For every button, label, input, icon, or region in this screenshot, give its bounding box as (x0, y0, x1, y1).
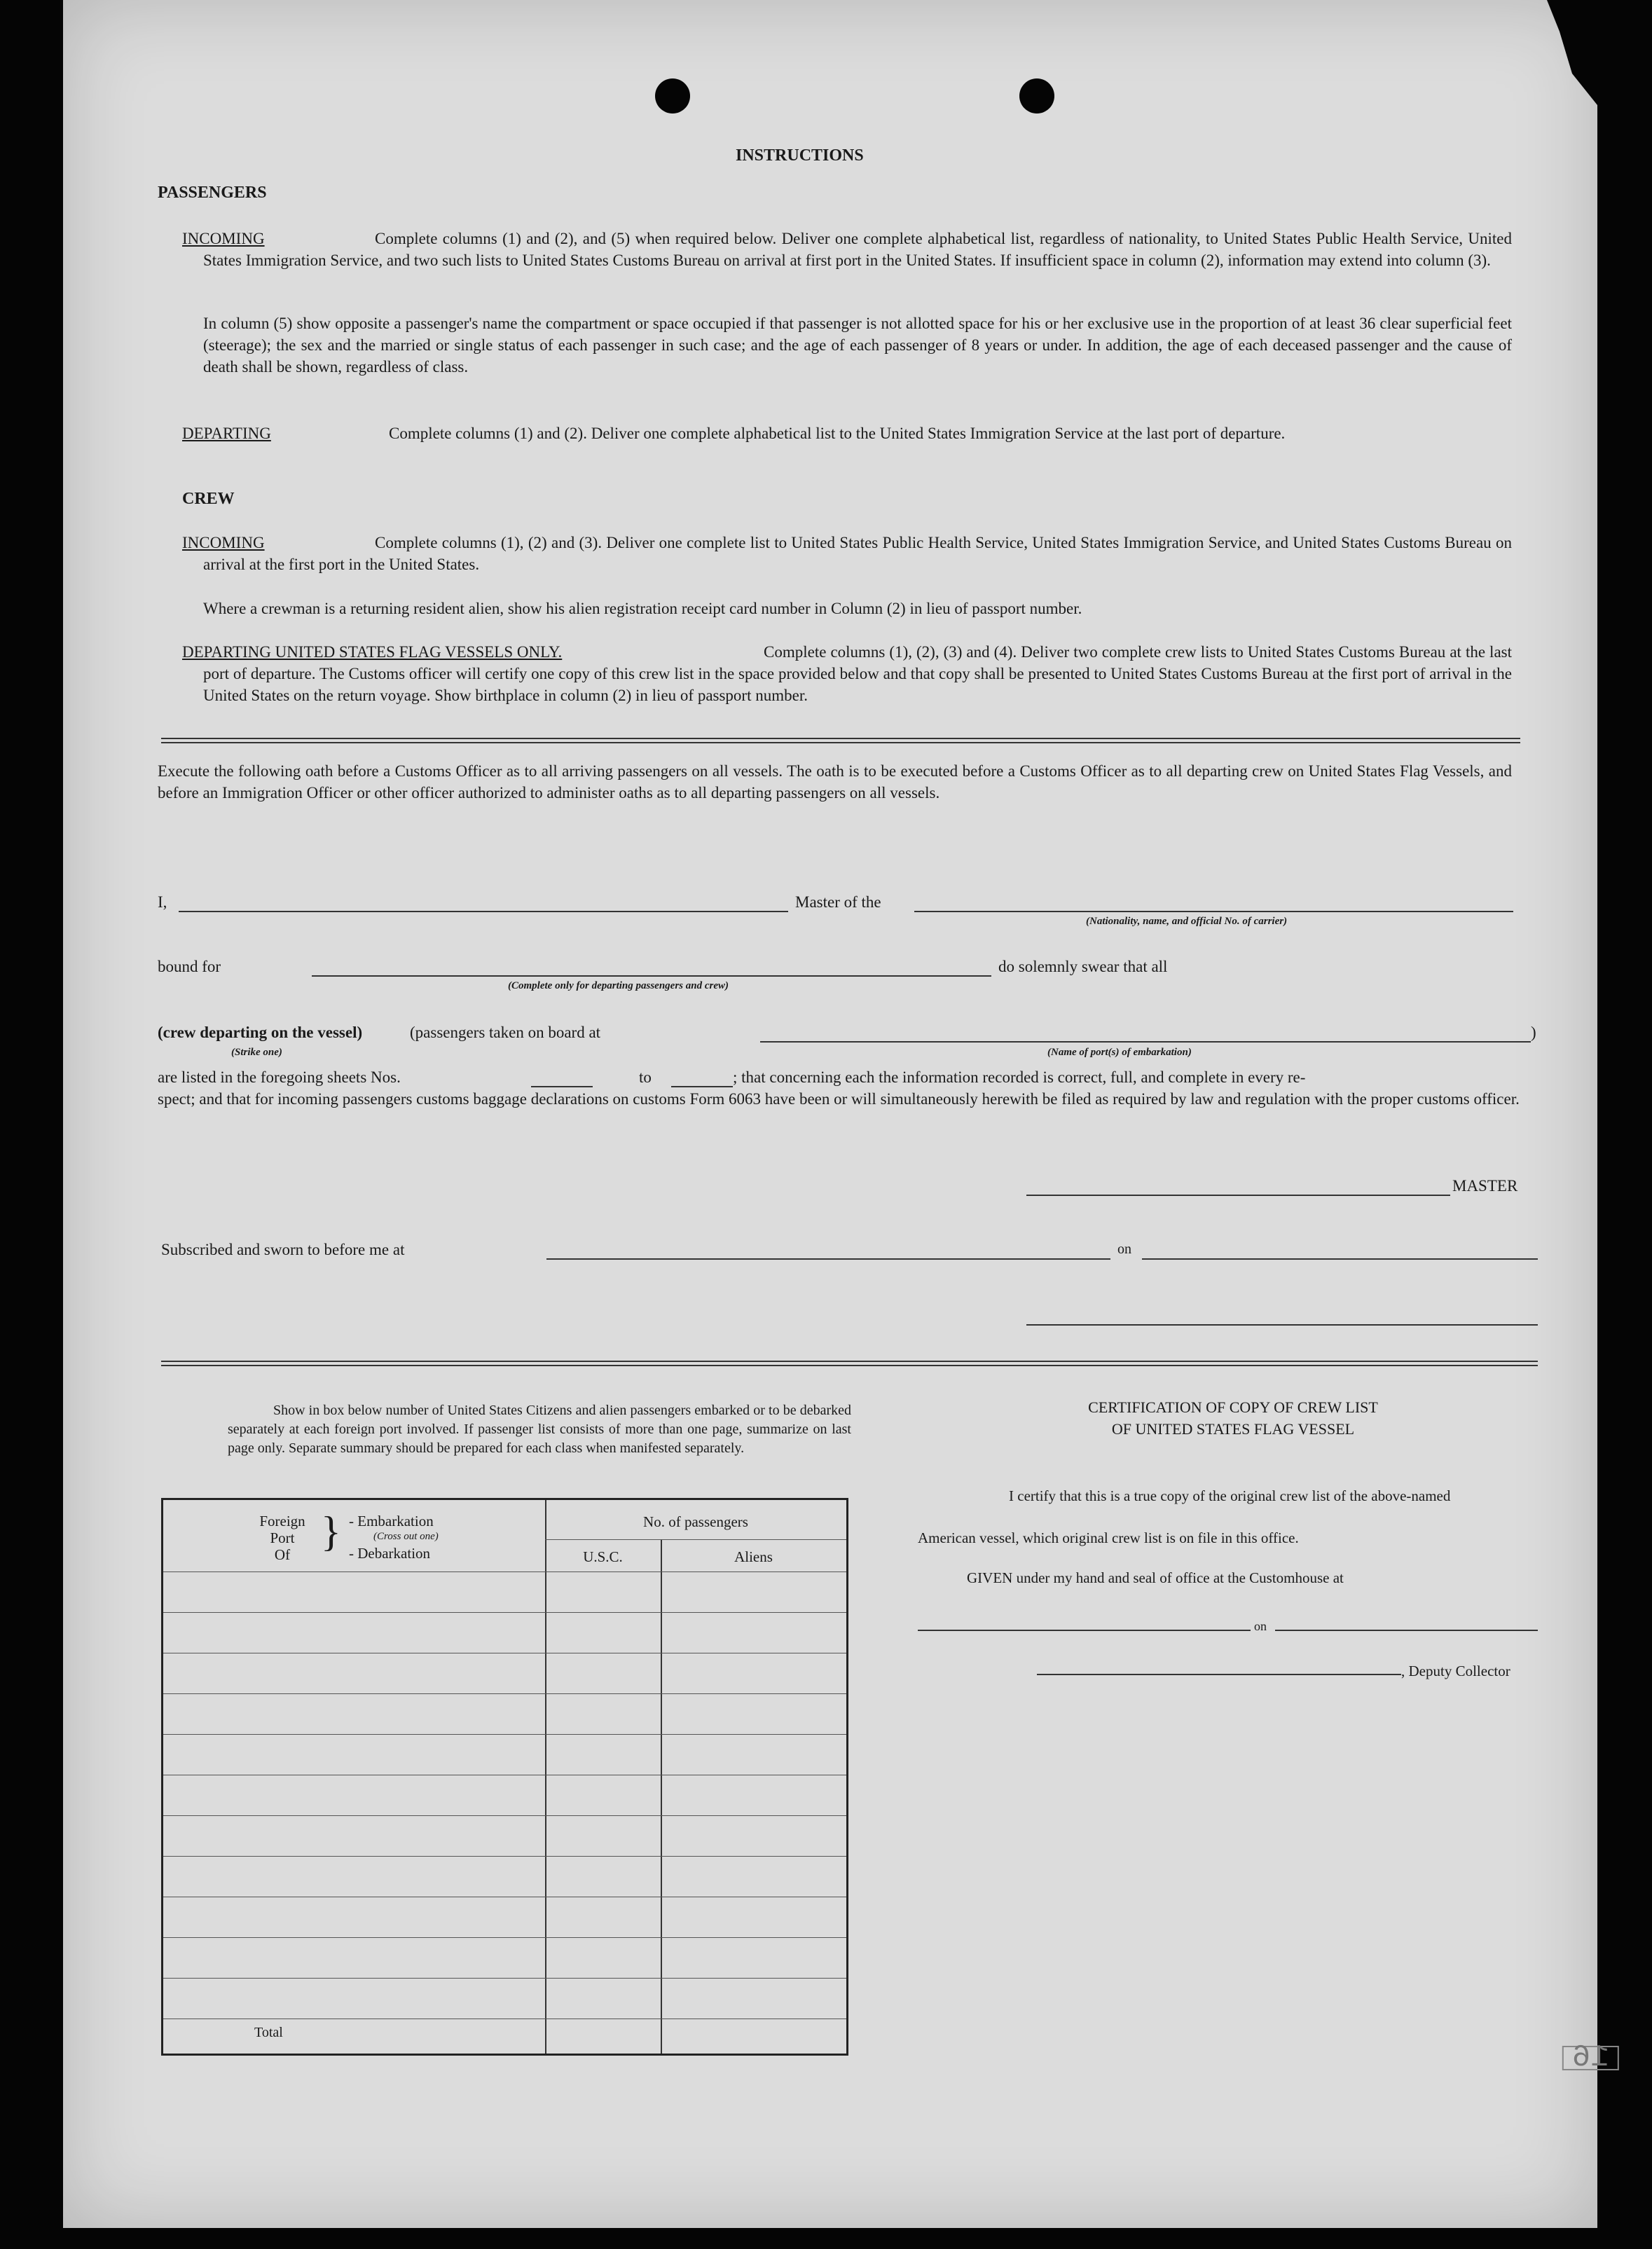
subscribed-text: Subscribed and sworn to before me at (161, 1241, 405, 1258)
cert-title-2: OF UNITED STATES FLAG VESSEL (1111, 1420, 1355, 1438)
passengers-departing-text: Complete columns (1) and (2). Deliver one complete alphabetical list to the United States Immigration Service at the last port of departure. (389, 425, 1286, 442)
table-no-passengers: No. of passengers (643, 1513, 748, 1530)
table-row (163, 1856, 846, 1857)
page-number: 16 (1562, 2046, 1619, 2070)
deputy-collector-label: , Deputy Collector (1401, 1663, 1510, 1679)
table-row (163, 2018, 846, 2019)
master-name-field[interactable] (179, 911, 788, 912)
passengers-departing-label: DEPARTING (182, 425, 271, 442)
deputy-collector-field[interactable] (1037, 1674, 1401, 1675)
torn-corner (1513, 0, 1597, 105)
cert-on: on (1254, 1619, 1267, 1633)
passengers-heading: PASSENGERS (158, 184, 267, 202)
master-signature-field[interactable] (1026, 1195, 1450, 1196)
carrier-note: (Nationality, name, and official No. of carrier) (1086, 916, 1288, 927)
passengers-incoming-label: INCOMING (182, 230, 265, 247)
master-label: MASTER (1452, 1177, 1518, 1195)
oath-swear: do solemnly swear that all (998, 958, 1168, 975)
table-row (163, 1693, 846, 1694)
table-row (163, 1937, 846, 1938)
cert-date-field[interactable] (1275, 1630, 1538, 1631)
box-instructions: Show in box below number of United States Citizens and alien passengers embarked or to be debarked separately at each foreign port involved. If passenger list consists of more than one page, summarize on last page only. Separate summary should be prepared for each class when manifested separately. (228, 1403, 851, 1456)
sheet-to-field[interactable] (671, 1086, 733, 1087)
oath-listed-to: to (639, 1068, 652, 1086)
table-brace: } (321, 1508, 341, 1555)
table-row (163, 1734, 846, 1735)
bound-for-note: (Complete only for departing passengers and crew) (508, 980, 729, 991)
passenger-summary-table (161, 1498, 848, 2056)
oath-bound-for: bound for (158, 958, 221, 975)
table-row (163, 1571, 846, 1572)
divider-bottom (161, 1361, 1538, 1366)
oath-listed-a: are listed in the foregoing sheets Nos. (158, 1068, 401, 1086)
passengers-column5-text: In column (5) show opposite a passenger's name the compartment or space occupied if that passenger is not allotted space for his or her exclusive use in the proportion of at least 36 clear superficial feet (steerage); the sex and the married or single status of each passenger in such case; and the age of each passenger of 8 years or under. In addition, the age of each deceased passenger and the cause of death shall be shown, regardless of class. (203, 315, 1512, 376)
table-cross-out: (Cross out one) (373, 1531, 439, 1542)
table-debarkation: - Debarkation (349, 1545, 431, 1562)
crew-resident-text: Where a crewman is a returning resident alien, show his alien registration receipt card number in Column (2) in lieu of passport number. (203, 600, 1082, 617)
cert-text-2: American vessel, which original crew list is on file in this office. (918, 1529, 1299, 1546)
crew-incoming-text: Complete columns (1), (2) and (3). Deliver one complete list to United States Public Health Service, United States Immigration Service, and United States Customs Bureau on arrival at the first port in the United States. (203, 534, 1512, 573)
cert-place-field[interactable] (918, 1630, 1251, 1631)
crew-heading: CREW (182, 490, 235, 508)
table-total-label: Total (254, 2025, 283, 2040)
oath-master-of: Master of the (795, 893, 881, 911)
punch-hole-left (655, 78, 690, 114)
table-row (163, 1815, 846, 1816)
table-foreign-port-label: Foreign Port Of (259, 1513, 305, 1563)
cert-given: GIVEN under my hand and seal of office at the Customhouse at (967, 1569, 1344, 1586)
oath-i-label: I, (158, 893, 167, 911)
table-col-divider-2 (661, 1539, 662, 2054)
crew-incoming-label: INCOMING (182, 534, 265, 551)
document-sheet (63, 0, 1609, 2228)
oath-crew-departing: (crew departing on the vessel) (158, 1024, 363, 1041)
officer-signature-field[interactable] (1026, 1324, 1538, 1326)
subscribed-date-field[interactable] (1142, 1258, 1538, 1260)
table-embarkation: - Embarkation (349, 1513, 434, 1529)
oath-close-paren: ) (1531, 1024, 1536, 1041)
oath-listed-b: ; that concerning each the information recorded is correct, full, and complete in every re- (733, 1068, 1306, 1086)
table-usc-header: U.S.C. (583, 1548, 623, 1565)
page-title: INSTRUCTIONS (736, 146, 864, 165)
divider-top (161, 738, 1520, 743)
subscribed-place-field[interactable] (546, 1258, 1110, 1260)
table-row (163, 1612, 846, 1613)
punch-hole-right (1019, 78, 1054, 114)
table-row (163, 1978, 846, 1979)
port-note: (Name of port(s) of embarkation) (1047, 1047, 1192, 1058)
departing-flag-label: DEPARTING UNITED STATES FLAG VESSELS ONLY. (182, 643, 563, 661)
subscribed-on: on (1117, 1242, 1131, 1257)
oath-passengers-taken: (passengers taken on board at (410, 1024, 601, 1041)
oath-intro: Execute the following oath before a Customs Officer as to all arriving passengers on all vessels. The oath is to be executed before a Customs Officer as to all departing crew on United States Flag Vessels, and before an Immigration Officer or other officer authorized to administer oaths as to all departing passengers on all vessels. (158, 762, 1512, 802)
oath-listed-c: spect; and that for incoming passengers customs baggage declarations on customs Form 6063 have been or will simultaneously herewith be filed as required by law and regulation with the proper customs officer. (158, 1090, 1520, 1108)
sheet-from-field[interactable] (531, 1086, 593, 1087)
table-col-divider-1 (545, 1500, 546, 2054)
passengers-incoming-text: Complete columns (1) and (2), and (5) when required below. Deliver one complete alphabetical list, regardless of nationality, to United States Public Health Service, United States Immigration Service, and two such lists to United States Customs Bureau on arrival at first port in the United States. If insufficient space in column (2), information may extend into column (3). (203, 230, 1512, 269)
strike-note: (Strike one) (231, 1047, 282, 1058)
cert-title-1: CERTIFICATION OF COPY OF CREW LIST (1088, 1398, 1378, 1416)
table-subheader-rule (545, 1539, 846, 1540)
table-aliens-header: Aliens (734, 1548, 773, 1565)
departing-flag-text: Complete columns (1), (2), (3) and (4). Deliver two complete crew lists to United States Customs Bureau at the last port of departure. The Customs officer will certify one copy of this crew list in the space provided below and that copy shall be presented to United States Customs Bureau at the first port of arrival in the United States on the return voyage. Show birthplace in column (2) in lieu of passport number. (203, 643, 1512, 704)
cert-text-1: I certify that this is a true copy of the original crew list of the above-named (1009, 1487, 1451, 1504)
